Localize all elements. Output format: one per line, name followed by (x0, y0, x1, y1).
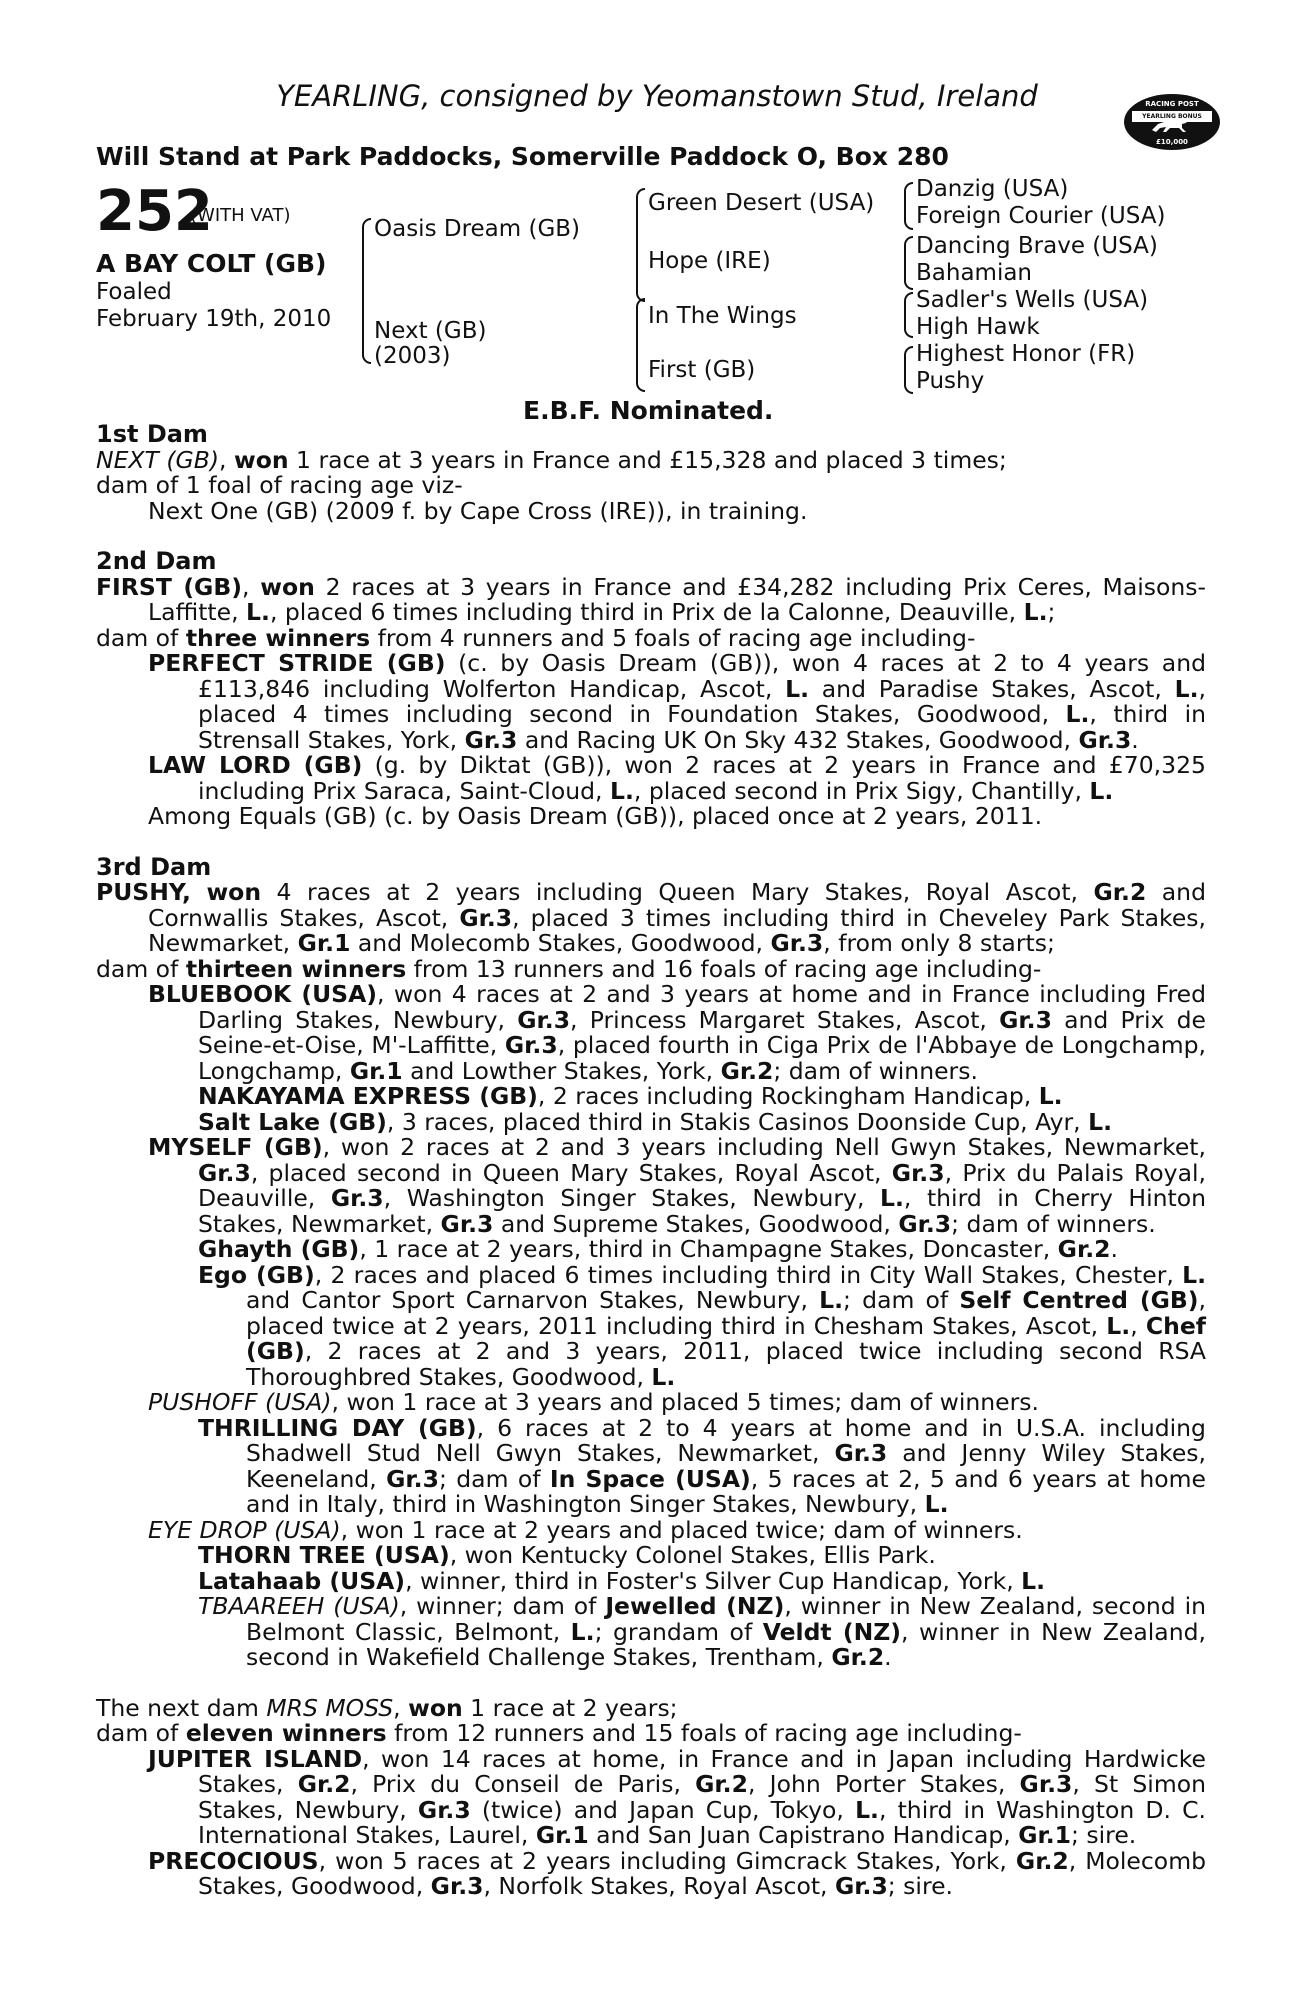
listed-label: L. (1106, 1311, 1131, 1340)
text: , won 1 race at 3 years and placed 5 times; dam of winners. (331, 1388, 1039, 1416)
next-dam-produce-intro (96, 1721, 1206, 1747)
group-label: Gr.1 (349, 1056, 403, 1085)
listed-label: L. (246, 598, 270, 626)
group-label: Gr.3 (999, 1005, 1052, 1034)
section-3rd-dam: 3rd Dam (96, 852, 212, 881)
produce-precocious (96, 1846, 1206, 1900)
text: (c. by Oasis Dream (GB)), won 4 races at 2 to 4 years and £113,846 including Wolferton Handicap, Ascot, (198, 649, 1207, 703)
text: . (884, 1643, 892, 1671)
badge-line-1: RACING POST (1145, 100, 1199, 108)
text: . (1131, 725, 1139, 754)
pedigree-dam-year: (2003) (374, 343, 451, 369)
pedigree-ggp-3: Dancing Brave (USA) (916, 233, 1158, 259)
pedigree-bracket-sire (636, 188, 645, 302)
produce-myself (96, 1135, 1206, 1237)
foaled-date: February 19th, 2010 (96, 306, 332, 332)
text: and Cantor Sport Carnarvon Stakes, Newbury, (246, 1286, 820, 1314)
group-label: Gr.3 (330, 1184, 384, 1212)
text: The next dam (96, 1693, 267, 1722)
horse-name: Ego (GB) (198, 1260, 315, 1289)
text: and Prix de Seine-et-Oise, M'-Laffitte, (198, 1005, 1206, 1059)
produce-perfect-stride (96, 651, 1206, 753)
won-label: won (206, 878, 262, 906)
text: ; sire. (1071, 1821, 1137, 1849)
text: and Paradise Stakes, Ascot, (809, 674, 1175, 703)
group-label: Gr.1 (1018, 1821, 1072, 1849)
dam3-produce-intro (96, 954, 1206, 983)
text: , Molecomb Stakes, Goodwood, (198, 1846, 1206, 1900)
text: from 4 runners and 5 foals of racing age including- (370, 623, 976, 652)
dam3-summary (96, 880, 1206, 957)
text: , placed second in Prix Sigy, Chantilly, (633, 776, 1090, 805)
horse-name: THRILLING DAY (GB) (198, 1413, 477, 1442)
horse-name: EYE DROP (USA) (148, 1515, 341, 1544)
section-1st-dam: 1st Dam (96, 420, 208, 448)
yearling-bonus-badge (1124, 94, 1220, 150)
lot-title: A BAY COLT (GB) (96, 249, 327, 278)
group-label: Gr.3 (198, 1158, 251, 1187)
won-label: won (233, 445, 289, 474)
listed-label: L. (570, 1617, 595, 1646)
listed-label: L. (1065, 700, 1090, 728)
dam2-name: FIRST (GB) (96, 572, 242, 601)
listed-label: L. (1182, 1260, 1207, 1289)
dam3-name: PUSHY (96, 878, 183, 906)
text: , placed fourth in Ciga Prix de l'Abbaye de Longchamp, Longchamp, (198, 1031, 1206, 1085)
pedigree-ggp-6: High Hawk (916, 314, 1040, 340)
text: ; (1047, 598, 1056, 626)
horse-name: NAKAYAMA EXPRESS (GB) (198, 1082, 538, 1110)
horse-name: PERFECT STRIDE (GB) (148, 649, 446, 677)
text: , from only 8 starts; (823, 929, 1055, 957)
badge-line-3: £10,000 (1156, 138, 1188, 146)
text: and San Juan Capistrano Handicap, (588, 1821, 1019, 1849)
winners-count: thirteen winners (185, 954, 407, 983)
winners-count: eleven winners (185, 1719, 387, 1747)
pedigree-ggp-1: Danzig (USA) (916, 176, 1069, 202)
text: ; dam of winners. (951, 1209, 1156, 1238)
dam1-produce-intro: dam of 1 foal of racing age viz- (96, 471, 463, 499)
group-label: Gr.3 (891, 1158, 945, 1187)
group-label: Gr.2 (297, 1770, 351, 1798)
text: and Racing UK On Sky 432 Stakes, Goodwood, (517, 725, 1079, 754)
dam2-produce-intro (96, 623, 1206, 652)
group-label: Gr.3 (834, 1439, 888, 1467)
group-label: Gr.3 (1078, 725, 1132, 754)
horse-name: LAW LORD (GB) (148, 751, 363, 779)
group-label: Gr.3 (430, 1872, 484, 1900)
text: , winner; dam of (399, 1592, 606, 1620)
pedigree-ggp-5: Sadler's Wells (USA) (916, 287, 1149, 313)
group-label: Gr.3 (386, 1464, 439, 1493)
dam1-summary-text: 1 race at 3 years in France and £15,328 and placed 3 times; (288, 445, 1007, 474)
text: and Supreme Stakes, Goodwood, (493, 1209, 899, 1238)
produce-ghayth (96, 1237, 1206, 1263)
horse-name: Veldt (NZ) (762, 1617, 902, 1646)
group-label: Gr.3 (898, 1209, 952, 1238)
text: and Lowther Stakes, York, (402, 1056, 721, 1085)
pedigree-bracket-dam (636, 298, 645, 392)
text: , won 14 races at home, in France and in Japan including Hardwicke Stakes, (198, 1744, 1206, 1798)
listed-label: L. (819, 1286, 844, 1314)
text: , third in Washington D. C. International Stakes, Laurel, (198, 1795, 1206, 1849)
text: , placed 3 times including third in Cheveley Park Stakes, Newmarket, (148, 903, 1206, 957)
text: , winner, third in Foster's Silver Cup Handicap, York, (405, 1566, 1022, 1595)
text: ; sire. (887, 1872, 954, 1900)
text: , won 2 races at 2 and 3 years including Nell Gwyn Stakes, Newmarket, (322, 1133, 1206, 1161)
horse-name: TBAAREEH (USA) (198, 1592, 400, 1620)
pedigree-dam: Next (GB) (374, 318, 487, 344)
text: , Princess Margaret Stakes, Ascot, (570, 1005, 1000, 1034)
pedigree-sire-sire: Green Desert (USA) (648, 190, 875, 216)
group-label: Gr.2 (831, 1643, 885, 1671)
horse-name: Jewelled (NZ) (605, 1592, 785, 1620)
text: ; grandam of (594, 1617, 763, 1646)
text: . (1110, 1235, 1118, 1263)
group-label: Gr.2 (720, 1056, 774, 1085)
text: , won 4 races at 2 and 3 years at home and in France including Fred Darling Stakes, Newbury, (198, 980, 1206, 1034)
text: , Prix du Palais Royal, Deauville, (198, 1158, 1206, 1212)
group-label: Gr.3 (1019, 1770, 1073, 1798)
group-label: Gr.2 (695, 1770, 748, 1798)
text: ; dam of winners. (773, 1056, 978, 1085)
horse-name: Chef (GB) (246, 1311, 1206, 1365)
listed-label: L. (1088, 1107, 1113, 1136)
produce-eye-drop (96, 1515, 1206, 1544)
text: , won Kentucky Colonel Stakes, Ellis Park. (449, 1541, 936, 1569)
text: (g. by Diktat (GB)), won 2 races at 2 years in France and £70,325 including Prix Saraca, Saint-Cloud, (198, 751, 1206, 805)
text: 2 races at 3 years in France and £34,282 including Prix Ceres, Maisons-Laffitte, (148, 572, 1206, 626)
next-dam-summary (96, 1693, 1206, 1722)
listed-label: L. (880, 1184, 904, 1212)
listed-label: L. (1023, 598, 1048, 626)
produce-among-equals: Among Equals (GB) (c. by Oasis Dream (GB)), placed once at 2 years, 2011. (148, 802, 1043, 830)
pedigree-sire: Oasis Dream (GB) (374, 216, 581, 242)
horse-name: Ghayth (GB) (198, 1235, 360, 1263)
listed-label: L. (1038, 1082, 1063, 1110)
text: , placed twice at 2 years, 2011 including third in Chesham Stakes, Ascot, (246, 1286, 1206, 1340)
text: , 2 races and placed 6 times including third in City Wall Stakes, Chester, (314, 1260, 1183, 1289)
text: (twice) and Japan Cup, Tokyo, (470, 1795, 856, 1824)
text: from 13 runners and 16 foals of racing age including- (406, 954, 1042, 983)
horse-name: Salt Lake (GB) (198, 1107, 387, 1136)
horse-name: MYSELF (GB) (148, 1133, 323, 1161)
listed-label: L. (924, 1490, 949, 1518)
listed-label: L. (609, 776, 634, 805)
group-label: Gr.1 (535, 1821, 589, 1849)
text: , St Simon Stakes, Newbury, (198, 1770, 1206, 1824)
text: , 2 races including Rockingham Handicap, (537, 1082, 1039, 1110)
produce-nakayama-express (96, 1084, 1206, 1110)
listed-label: L. (855, 1795, 879, 1824)
text: , (393, 1693, 409, 1722)
text: , 2 races at 2 and 3 years, 2011, placed twice including second RSA Thoroughbred Stakes, Goodwood, (246, 1337, 1206, 1391)
text: , John Porter Stakes, (747, 1770, 1020, 1798)
text: dam of (96, 623, 186, 652)
text: 1 race at 2 years; (462, 1693, 678, 1722)
dam1-name: NEXT (GB) (96, 445, 220, 474)
pedigree-bracket-main (362, 218, 371, 364)
won-label: won (408, 1693, 463, 1722)
text: , 6 races at 2 to 4 years at home and in U.S.A. including Shadwell Stud Nell Gwyn Stakes, Newmarket, (246, 1413, 1206, 1467)
badge-line-2: YEARLING BONUS (1132, 111, 1212, 122)
next-dam-name: MRS MOSS (266, 1693, 394, 1722)
text: from 12 runners and 15 foals of racing age including- (386, 1719, 1022, 1747)
horse-name: Latahaab (USA) (198, 1566, 406, 1595)
text: , placed 4 times including second in Foundation Stakes, Goodwood, (198, 674, 1206, 728)
pedigree-bracket-gg4 (904, 346, 913, 394)
consignment-header: YEARLING, consigned by Yeomanstown Stud, Ireland (276, 79, 1038, 113)
lot-vat: (WITH VAT) (190, 205, 291, 226)
text: dam of (96, 1719, 186, 1747)
group-label: Gr.3 (770, 929, 824, 957)
text: , 5 races at 2, 5 and 6 years at home and in Italy, third in Washington Singer Stakes, Newbury, (246, 1464, 1206, 1518)
group-label: Gr.1 (297, 929, 351, 957)
produce-law-lord (96, 753, 1206, 804)
text: , 1 race at 2 years, third in Champagne Stakes, Doncaster, (359, 1235, 1058, 1263)
produce-latahaab (96, 1566, 1206, 1595)
dam2-summary: FIRST (GB), won 2 races at 3 years in France and £34,282 including Prix Ceres, Maisons-Laffitte, L., placed 6 times including third in Prix de la Calonne, Deauville, L.; (96, 572, 1206, 626)
horse-name: THORN TREE (USA) (198, 1541, 450, 1569)
group-label: Gr.3 (517, 1005, 571, 1034)
text: , third in Strensall Stakes, York, (198, 700, 1206, 754)
produce-jupiter-island (96, 1744, 1206, 1849)
dam1-summary: NEXT (GB), won 1 race at 3 years in France and £15,328 and placed 3 times; (96, 445, 1007, 474)
produce-thrilling-day (96, 1413, 1206, 1518)
text: , (1130, 1311, 1146, 1340)
group-label: Gr.3 (417, 1795, 471, 1824)
text: , Washington Singer Stakes, Newbury, (383, 1184, 880, 1212)
pedigree-dam-sire: In The Wings (648, 303, 797, 329)
text: ; dam of (843, 1286, 960, 1314)
horse-name: In Space (USA) (549, 1464, 751, 1493)
text: ; dam of (438, 1464, 550, 1493)
text: and Cornwallis Stakes, Ascot, (148, 878, 1206, 932)
pedigree-bracket-gg1 (904, 182, 913, 230)
produce-ego (96, 1260, 1207, 1391)
ebf-nominated: E.B.F. Nominated. (523, 396, 774, 425)
pedigree-ggp-7: Highest Honor (FR) (916, 341, 1136, 367)
text: , won 1 race at 2 years and placed twice; dam of winners. (340, 1515, 1023, 1544)
group-label: Gr.2 (1015, 1846, 1069, 1875)
text: , 3 races, placed third in Stakis Casinos Doonside Cup, Ayr, (386, 1107, 1089, 1136)
text: 4 races at 2 years including Queen Mary Stakes, Royal Ascot, (261, 878, 1094, 906)
text: , Prix du Conseil de Paris, (350, 1770, 696, 1798)
text: , (182, 878, 191, 906)
listed-label: L. (1021, 1566, 1046, 1595)
produce-tbaareeh (96, 1594, 1206, 1671)
pedigree-dam-dam: First (GB) (648, 357, 756, 383)
lot-number: 252 (96, 179, 213, 244)
listed-label: L. (1174, 674, 1199, 703)
text: dam of (96, 954, 186, 983)
pedigree-bracket-gg2 (904, 236, 913, 290)
produce-salt-lake (96, 1107, 1206, 1136)
catalogue-body (96, 422, 1206, 1900)
text: , winner in New Zealand, second in Wakefield Challenge Stakes, Trentham, (246, 1617, 1206, 1671)
pedigree-ggp-4: Bahamian (916, 260, 1033, 286)
horse-name: BLUEBOOK (USA) (148, 980, 378, 1008)
pedigree-ggp-8: Pushy (916, 368, 985, 394)
section-2nd-dam: 2nd Dam (96, 547, 217, 575)
listed-label: L. (785, 674, 809, 703)
group-label: Gr.3 (440, 1209, 494, 1238)
horse-name: Self Centred (GB) (959, 1286, 1199, 1314)
listed-label: L. (1089, 776, 1114, 805)
text: , placed 6 times including third in Prix de la Calonne, Deauville, (269, 598, 1024, 626)
pedigree-ggp-2: Foreign Courier (USA) (916, 203, 1166, 229)
group-label: Gr.3 (834, 1872, 888, 1900)
text: and Molecomb Stakes, Goodwood, (350, 929, 771, 957)
listed-label: L. (651, 1362, 676, 1391)
horse-name: PUSHOFF (USA) (148, 1388, 332, 1416)
horse-icon (1148, 116, 1196, 134)
text: , Norfolk Stakes, Royal Ascot, (483, 1872, 835, 1900)
winners-count: three winners (185, 623, 371, 652)
text: , placed second in Queen Mary Stakes, Royal Ascot, (250, 1158, 892, 1187)
group-label: Gr.3 (464, 725, 518, 754)
text: , winner in New Zealand, second in Belmont Classic, Belmont, (246, 1592, 1206, 1646)
horse-name: JUPITER ISLAND (148, 1744, 363, 1773)
foaled-label: Foaled (96, 279, 172, 305)
produce-thorn-tree (96, 1543, 1206, 1569)
dam1-produce-item: Next One (GB) (2009 f. by Cape Cross (IRE)), in training. (148, 496, 808, 525)
text: , third in Cherry Hinton Stakes, Newmarket, (198, 1184, 1207, 1238)
text: and Jenny Wiley Stakes, Keeneland, (246, 1439, 1206, 1493)
produce-bluebook (96, 982, 1206, 1084)
stand-location: Will Stand at Park Paddocks, Somerville Paddock O, Box 280 (96, 142, 949, 171)
group-label: Gr.3 (459, 903, 513, 932)
horse-name: PRECOCIOUS (148, 1846, 319, 1875)
pedigree-sire-dam: Hope (IRE) (648, 248, 771, 274)
won-label: won (260, 572, 315, 601)
pedigree-bracket-gg3 (904, 292, 913, 338)
group-label: Gr.3 (504, 1031, 558, 1059)
produce-pushoff (96, 1390, 1206, 1416)
group-label: Gr.2 (1057, 1235, 1111, 1263)
text: , won 5 races at 2 years including Gimcrack Stakes, York, (318, 1846, 1016, 1875)
group-label: Gr.2 (1093, 878, 1147, 906)
